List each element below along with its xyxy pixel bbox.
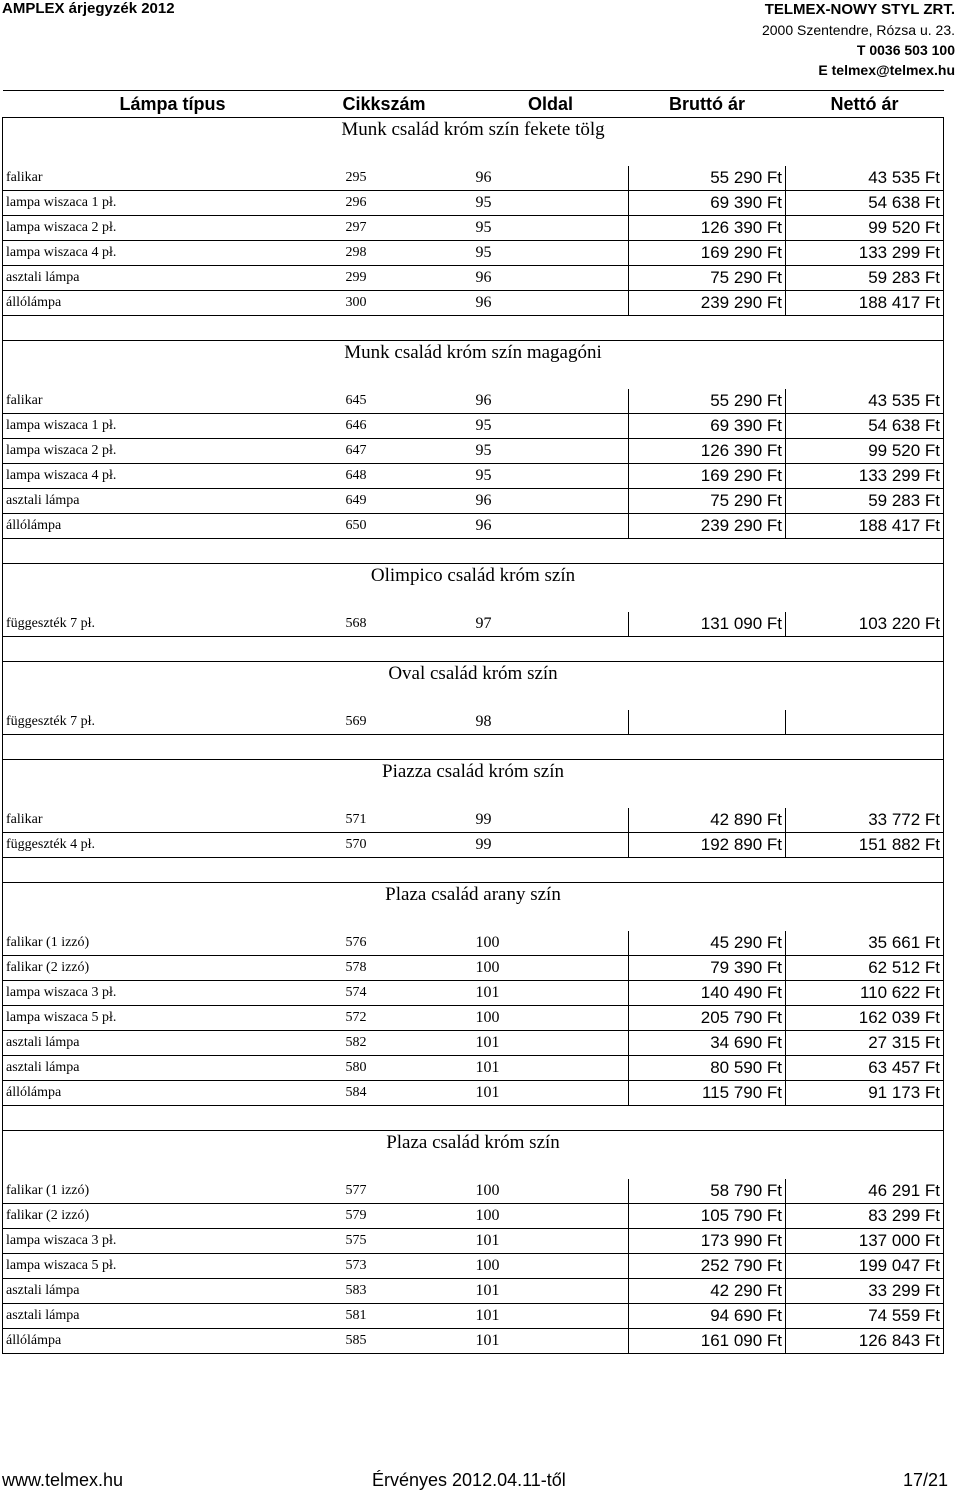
spacer-cell bbox=[786, 637, 944, 662]
item-net-price: 188 417 Ft bbox=[786, 291, 944, 316]
table-row bbox=[3, 1329, 944, 1354]
item-code: 578 bbox=[343, 956, 473, 981]
spacer-row bbox=[3, 637, 944, 662]
spacer-cell bbox=[629, 784, 786, 808]
item-name: lampa wiszaca 5 pł. bbox=[3, 1006, 343, 1031]
item-name: állólámpa bbox=[3, 291, 343, 316]
item-gross-price: 42 290 Ft bbox=[629, 1279, 786, 1304]
footer-validity: Érvényes 2012.04.11-től bbox=[372, 1470, 566, 1490]
item-gross-price: 140 490 Ft bbox=[629, 981, 786, 1006]
spacer-cell bbox=[473, 907, 629, 931]
spacer-cell bbox=[473, 316, 629, 341]
spacer-cell bbox=[473, 637, 629, 662]
spacer-cell bbox=[473, 539, 629, 564]
item-gross-price: 192 890 Ft bbox=[629, 833, 786, 858]
section-title: Munk család króm szín magagóni bbox=[3, 341, 944, 366]
spacer-cell bbox=[629, 686, 786, 710]
item-name: lampa wiszaca 2 pł. bbox=[3, 439, 343, 464]
item-net-price: 59 283 Ft bbox=[786, 489, 944, 514]
table-row bbox=[3, 808, 944, 833]
item-gross-price: 115 790 Ft bbox=[629, 1081, 786, 1106]
table-row bbox=[3, 1031, 944, 1056]
item-page: 95 bbox=[473, 241, 629, 266]
column-header-gross: Bruttó ár bbox=[629, 91, 786, 118]
item-net-price: 43 535 Ft bbox=[786, 166, 944, 191]
spacer-cell bbox=[786, 1106, 944, 1131]
table-row bbox=[3, 1279, 944, 1304]
spacer-cell bbox=[786, 784, 944, 808]
spacer-cell bbox=[786, 539, 944, 564]
item-name: asztali lámpa bbox=[3, 1279, 343, 1304]
item-code: 585 bbox=[343, 1329, 473, 1354]
table-row bbox=[3, 414, 944, 439]
section-title-row bbox=[3, 662, 944, 687]
spacer-cell bbox=[3, 1155, 343, 1179]
spacer-cell bbox=[629, 907, 786, 931]
item-net-price: 126 843 Ft bbox=[786, 1329, 944, 1354]
spacer-cell bbox=[3, 539, 343, 564]
spacer-row bbox=[3, 1106, 944, 1131]
item-code: 300 bbox=[343, 291, 473, 316]
spacer-cell bbox=[473, 1155, 629, 1179]
spacer-cell bbox=[343, 907, 473, 931]
item-name: asztali lámpa bbox=[3, 266, 343, 291]
table-row bbox=[3, 1254, 944, 1279]
item-net-price: 46 291 Ft bbox=[786, 1179, 944, 1204]
item-gross-price: 34 690 Ft bbox=[629, 1031, 786, 1056]
spacer-cell bbox=[3, 637, 343, 662]
footer-website: www.telmex.hu bbox=[2, 1470, 124, 1490]
item-gross-price: 69 390 Ft bbox=[629, 414, 786, 439]
item-name: lampa wiszaca 3 pł. bbox=[3, 1229, 343, 1254]
table-row bbox=[3, 514, 944, 539]
item-gross-price: 126 390 Ft bbox=[629, 216, 786, 241]
table-row bbox=[3, 166, 944, 191]
item-name: függeszték 4 pł. bbox=[3, 833, 343, 858]
item-code: 574 bbox=[343, 981, 473, 1006]
item-name: falikar bbox=[3, 808, 343, 833]
spacer-cell bbox=[343, 637, 473, 662]
item-gross-price: 58 790 Ft bbox=[629, 1179, 786, 1204]
table-row bbox=[3, 1304, 944, 1329]
item-net-price: 199 047 Ft bbox=[786, 1254, 944, 1279]
item-page: 95 bbox=[473, 439, 629, 464]
item-net-price: 59 283 Ft bbox=[786, 266, 944, 291]
item-page: 100 bbox=[473, 1006, 629, 1031]
table-row bbox=[3, 291, 944, 316]
item-net-price: 110 622 Ft bbox=[786, 981, 944, 1006]
spacer-cell bbox=[343, 316, 473, 341]
item-name: lampa wiszaca 3 pł. bbox=[3, 981, 343, 1006]
item-code: 572 bbox=[343, 1006, 473, 1031]
item-gross-price: 55 290 Ft bbox=[629, 389, 786, 414]
spacer-cell bbox=[343, 1155, 473, 1179]
table-row bbox=[3, 266, 944, 291]
spacer-row bbox=[3, 735, 944, 760]
item-name: asztali lámpa bbox=[3, 1031, 343, 1056]
item-page: 100 bbox=[473, 1254, 629, 1279]
item-gross-price: 126 390 Ft bbox=[629, 439, 786, 464]
item-page: 100 bbox=[473, 956, 629, 981]
item-code: 581 bbox=[343, 1304, 473, 1329]
item-code: 647 bbox=[343, 439, 473, 464]
spacer-cell bbox=[3, 784, 343, 808]
item-page: 95 bbox=[473, 191, 629, 216]
item-net-price bbox=[786, 710, 944, 735]
spacer-cell bbox=[629, 365, 786, 389]
item-code: 577 bbox=[343, 1179, 473, 1204]
table-row bbox=[3, 710, 944, 735]
item-code: 296 bbox=[343, 191, 473, 216]
item-page: 101 bbox=[473, 1081, 629, 1106]
section-title-row bbox=[3, 883, 944, 908]
table-row bbox=[3, 191, 944, 216]
spacer-cell bbox=[786, 588, 944, 612]
item-gross-price bbox=[629, 710, 786, 735]
item-gross-price: 42 890 Ft bbox=[629, 808, 786, 833]
item-code: 649 bbox=[343, 489, 473, 514]
price-table bbox=[2, 90, 944, 1354]
spacer-cell bbox=[343, 686, 473, 710]
item-page: 95 bbox=[473, 414, 629, 439]
spacer-cell bbox=[786, 907, 944, 931]
section-title: Munk család króm szín fekete tölg bbox=[3, 118, 944, 143]
item-net-price: 91 173 Ft bbox=[786, 1081, 944, 1106]
item-code: 582 bbox=[343, 1031, 473, 1056]
section-title: Olimpico család króm szín bbox=[3, 564, 944, 589]
spacer-cell bbox=[343, 365, 473, 389]
spacer-cell bbox=[3, 316, 343, 341]
section-title: Oval család króm szín bbox=[3, 662, 944, 687]
spacer-cell bbox=[473, 735, 629, 760]
item-code: 580 bbox=[343, 1056, 473, 1081]
spacer-cell bbox=[3, 1106, 343, 1131]
spacer-cell bbox=[343, 588, 473, 612]
table-row bbox=[3, 1081, 944, 1106]
table-row bbox=[3, 931, 944, 956]
item-gross-price: 239 290 Ft bbox=[629, 514, 786, 539]
item-page: 101 bbox=[473, 1329, 629, 1354]
spacer-cell bbox=[3, 588, 343, 612]
item-page: 96 bbox=[473, 291, 629, 316]
spacer-row bbox=[3, 142, 944, 166]
section-title: Plaza család arany szín bbox=[3, 883, 944, 908]
item-net-price: 63 457 Ft bbox=[786, 1056, 944, 1081]
item-name: lampa wiszaca 4 pł. bbox=[3, 464, 343, 489]
item-name: asztali lámpa bbox=[3, 1304, 343, 1329]
item-page: 96 bbox=[473, 389, 629, 414]
item-page: 101 bbox=[473, 1304, 629, 1329]
spacer-cell bbox=[629, 588, 786, 612]
item-name: függeszték 7 pł. bbox=[3, 612, 343, 637]
item-page: 101 bbox=[473, 1031, 629, 1056]
item-name: lampa wiszaca 2 pł. bbox=[3, 216, 343, 241]
spacer-cell bbox=[343, 735, 473, 760]
spacer-cell bbox=[629, 1155, 786, 1179]
item-net-price: 99 520 Ft bbox=[786, 216, 944, 241]
table-row bbox=[3, 1006, 944, 1031]
spacer-cell bbox=[3, 858, 343, 883]
company-address: 2000 Szentendre, Rózsa u. 23. bbox=[761, 22, 955, 38]
item-gross-price: 169 290 Ft bbox=[629, 241, 786, 266]
item-gross-price: 79 390 Ft bbox=[629, 956, 786, 981]
spacer-cell bbox=[629, 539, 786, 564]
item-gross-price: 80 590 Ft bbox=[629, 1056, 786, 1081]
item-code: 579 bbox=[343, 1204, 473, 1229]
item-page: 101 bbox=[473, 1279, 629, 1304]
company-email: E telmex@telmex.hu bbox=[818, 62, 955, 78]
item-net-price: 62 512 Ft bbox=[786, 956, 944, 981]
item-net-price: 188 417 Ft bbox=[786, 514, 944, 539]
spacer-cell bbox=[629, 637, 786, 662]
item-net-price: 99 520 Ft bbox=[786, 439, 944, 464]
item-name: asztali lámpa bbox=[3, 489, 343, 514]
spacer-cell bbox=[786, 735, 944, 760]
item-net-price: 133 299 Ft bbox=[786, 464, 944, 489]
company-name: TELMEX-NOWY STYL ZRT. bbox=[764, 1, 955, 18]
item-net-price: 33 299 Ft bbox=[786, 1279, 944, 1304]
table-row bbox=[3, 216, 944, 241]
table-row bbox=[3, 439, 944, 464]
item-code: 650 bbox=[343, 514, 473, 539]
spacer-cell bbox=[629, 142, 786, 166]
item-page: 97 bbox=[473, 612, 629, 637]
item-gross-price: 173 990 Ft bbox=[629, 1229, 786, 1254]
item-gross-price: 45 290 Ft bbox=[629, 931, 786, 956]
company-contact bbox=[762, 0, 955, 80]
page-footer bbox=[2, 1470, 952, 1494]
spacer-cell bbox=[629, 316, 786, 341]
spacer-cell bbox=[629, 1106, 786, 1131]
item-gross-price: 55 290 Ft bbox=[629, 166, 786, 191]
spacer-cell bbox=[786, 858, 944, 883]
table-row bbox=[3, 1056, 944, 1081]
table-row bbox=[3, 241, 944, 266]
item-code: 573 bbox=[343, 1254, 473, 1279]
item-code: 575 bbox=[343, 1229, 473, 1254]
item-name: lampa wiszaca 1 pł. bbox=[3, 191, 343, 216]
spacer-cell bbox=[629, 858, 786, 883]
column-header-code: Cikkszám bbox=[343, 91, 473, 118]
column-header-net: Nettó ár bbox=[786, 91, 944, 118]
spacer-cell bbox=[786, 686, 944, 710]
spacer-row bbox=[3, 588, 944, 612]
spacer-cell bbox=[786, 1155, 944, 1179]
item-code: 295 bbox=[343, 166, 473, 191]
item-page: 100 bbox=[473, 931, 629, 956]
item-net-price: 133 299 Ft bbox=[786, 241, 944, 266]
item-net-price: 35 661 Ft bbox=[786, 931, 944, 956]
spacer-cell bbox=[3, 907, 343, 931]
spacer-cell bbox=[629, 735, 786, 760]
item-net-price: 54 638 Ft bbox=[786, 191, 944, 216]
item-page: 101 bbox=[473, 1056, 629, 1081]
item-code: 568 bbox=[343, 612, 473, 637]
item-net-price: 103 220 Ft bbox=[786, 612, 944, 637]
item-gross-price: 239 290 Ft bbox=[629, 291, 786, 316]
section-title-row bbox=[3, 564, 944, 589]
item-code: 646 bbox=[343, 414, 473, 439]
column-header-row bbox=[3, 91, 944, 118]
section-title: Plaza család króm szín bbox=[3, 1131, 944, 1156]
spacer-cell bbox=[343, 858, 473, 883]
item-code: 645 bbox=[343, 389, 473, 414]
item-code: 583 bbox=[343, 1279, 473, 1304]
item-gross-price: 69 390 Ft bbox=[629, 191, 786, 216]
spacer-cell bbox=[3, 365, 343, 389]
spacer-row bbox=[3, 316, 944, 341]
item-net-price: 43 535 Ft bbox=[786, 389, 944, 414]
item-name: falikar (1 izzó) bbox=[3, 931, 343, 956]
item-net-price: 27 315 Ft bbox=[786, 1031, 944, 1056]
spacer-cell bbox=[473, 686, 629, 710]
item-page: 99 bbox=[473, 833, 629, 858]
table-row bbox=[3, 489, 944, 514]
item-net-price: 151 882 Ft bbox=[786, 833, 944, 858]
spacer-cell bbox=[3, 142, 343, 166]
spacer-row bbox=[3, 858, 944, 883]
column-header-type: Lámpa típus bbox=[3, 91, 343, 118]
item-net-price: 33 772 Ft bbox=[786, 808, 944, 833]
item-gross-price: 252 790 Ft bbox=[629, 1254, 786, 1279]
spacer-row bbox=[3, 907, 944, 931]
item-gross-price: 105 790 Ft bbox=[629, 1204, 786, 1229]
item-net-price: 54 638 Ft bbox=[786, 414, 944, 439]
item-gross-price: 169 290 Ft bbox=[629, 464, 786, 489]
item-code: 299 bbox=[343, 266, 473, 291]
footer-page-number: 17/21 bbox=[902, 1470, 948, 1490]
spacer-cell bbox=[473, 142, 629, 166]
section-title-row bbox=[3, 118, 944, 143]
table-row bbox=[3, 1229, 944, 1254]
item-page: 95 bbox=[473, 216, 629, 241]
spacer-cell bbox=[473, 858, 629, 883]
item-code: 571 bbox=[343, 808, 473, 833]
spacer-row bbox=[3, 1155, 944, 1179]
item-name: falikar bbox=[3, 166, 343, 191]
item-name: falikar (2 izzó) bbox=[3, 1204, 343, 1229]
item-page: 98 bbox=[473, 710, 629, 735]
section-title-row bbox=[3, 341, 944, 366]
item-name: lampa wiszaca 5 pł. bbox=[3, 1254, 343, 1279]
item-name: falikar (1 izzó) bbox=[3, 1179, 343, 1204]
item-page: 101 bbox=[473, 981, 629, 1006]
table-row bbox=[3, 389, 944, 414]
section-title: Piazza család króm szín bbox=[3, 760, 944, 785]
table-row bbox=[3, 1204, 944, 1229]
item-net-price: 74 559 Ft bbox=[786, 1304, 944, 1329]
item-name: lampa wiszaca 4 pł. bbox=[3, 241, 343, 266]
spacer-row bbox=[3, 539, 944, 564]
item-page: 96 bbox=[473, 166, 629, 191]
item-name: állólámpa bbox=[3, 514, 343, 539]
item-page: 96 bbox=[473, 266, 629, 291]
item-gross-price: 94 690 Ft bbox=[629, 1304, 786, 1329]
spacer-cell bbox=[343, 784, 473, 808]
item-gross-price: 131 090 Ft bbox=[629, 612, 786, 637]
item-name: asztali lámpa bbox=[3, 1056, 343, 1081]
item-gross-price: 161 090 Ft bbox=[629, 1329, 786, 1354]
spacer-cell bbox=[3, 735, 343, 760]
table-row bbox=[3, 464, 944, 489]
item-name: falikar (2 izzó) bbox=[3, 956, 343, 981]
spacer-cell bbox=[786, 365, 944, 389]
column-header-page: Oldal bbox=[473, 91, 629, 118]
spacer-cell bbox=[343, 1106, 473, 1131]
table-row bbox=[3, 981, 944, 1006]
section-title-row bbox=[3, 760, 944, 785]
spacer-cell bbox=[343, 539, 473, 564]
spacer-cell bbox=[473, 784, 629, 808]
item-page: 95 bbox=[473, 464, 629, 489]
item-page: 100 bbox=[473, 1204, 629, 1229]
table-row bbox=[3, 956, 944, 981]
spacer-cell bbox=[473, 588, 629, 612]
item-gross-price: 75 290 Ft bbox=[629, 266, 786, 291]
section-title-row bbox=[3, 1131, 944, 1156]
item-code: 297 bbox=[343, 216, 473, 241]
table-row bbox=[3, 612, 944, 637]
item-name: állólámpa bbox=[3, 1329, 343, 1354]
spacer-row bbox=[3, 365, 944, 389]
item-page: 101 bbox=[473, 1229, 629, 1254]
item-page: 99 bbox=[473, 808, 629, 833]
table-row bbox=[3, 833, 944, 858]
spacer-cell bbox=[3, 686, 343, 710]
item-page: 96 bbox=[473, 489, 629, 514]
company-phone: T 0036 503 100 bbox=[856, 42, 955, 58]
item-page: 96 bbox=[473, 514, 629, 539]
item-code: 576 bbox=[343, 931, 473, 956]
item-gross-price: 205 790 Ft bbox=[629, 1006, 786, 1031]
item-net-price: 137 000 Ft bbox=[786, 1229, 944, 1254]
item-code: 569 bbox=[343, 710, 473, 735]
item-name: függeszték 7 pł. bbox=[3, 710, 343, 735]
spacer-cell bbox=[473, 1106, 629, 1131]
item-net-price: 83 299 Ft bbox=[786, 1204, 944, 1229]
item-code: 648 bbox=[343, 464, 473, 489]
table-row bbox=[3, 1179, 944, 1204]
item-page: 100 bbox=[473, 1179, 629, 1204]
item-code: 584 bbox=[343, 1081, 473, 1106]
item-net-price: 162 039 Ft bbox=[786, 1006, 944, 1031]
item-name: falikar bbox=[3, 389, 343, 414]
item-code: 298 bbox=[343, 241, 473, 266]
spacer-row bbox=[3, 686, 944, 710]
spacer-cell bbox=[786, 316, 944, 341]
item-name: állólámpa bbox=[3, 1081, 343, 1106]
item-gross-price: 75 290 Ft bbox=[629, 489, 786, 514]
spacer-cell bbox=[786, 142, 944, 166]
spacer-cell bbox=[473, 365, 629, 389]
document-title: AMPLEX árjegyzék 2012 bbox=[2, 0, 175, 17]
spacer-cell bbox=[343, 142, 473, 166]
item-name: lampa wiszaca 1 pł. bbox=[3, 414, 343, 439]
spacer-row bbox=[3, 784, 944, 808]
item-code: 570 bbox=[343, 833, 473, 858]
